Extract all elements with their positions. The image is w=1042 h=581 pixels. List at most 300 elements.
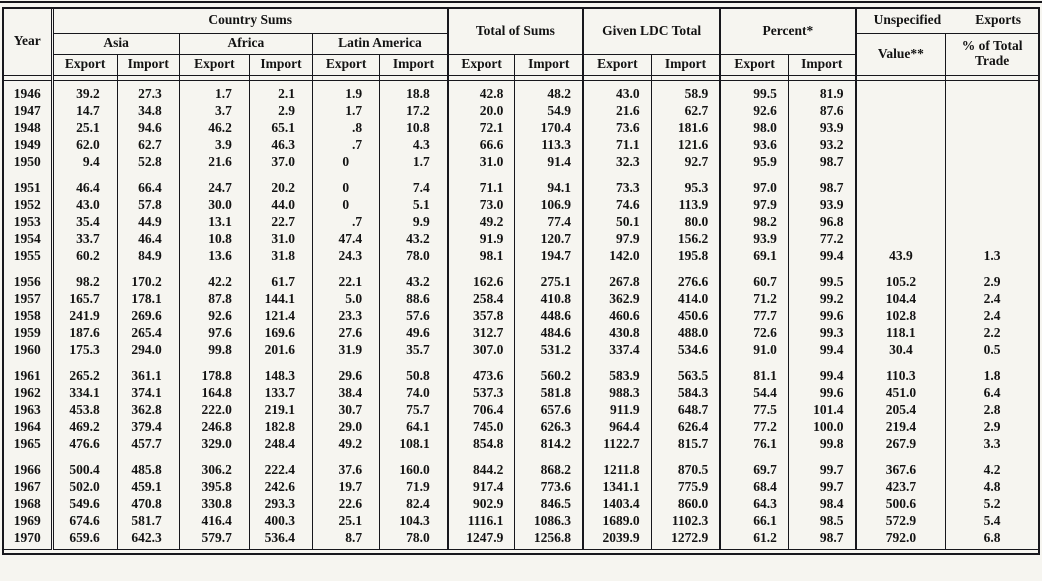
table-row bbox=[4, 119, 1038, 136]
table-cell: 77.7 bbox=[720, 307, 788, 324]
table-cell: 469.2 bbox=[52, 418, 117, 435]
year-cell: 1958 bbox=[4, 307, 52, 324]
table-cell: 5.1 bbox=[380, 196, 448, 213]
table-header bbox=[4, 9, 1038, 75]
table-cell: 25.1 bbox=[313, 512, 380, 529]
table-cell: 148.3 bbox=[249, 358, 312, 384]
table-cell: 18.8 bbox=[380, 80, 448, 102]
col-header-import: Import bbox=[788, 54, 855, 75]
table-cell bbox=[946, 170, 1038, 196]
table-cell: 66.4 bbox=[117, 170, 179, 196]
table-cell: 14.7 bbox=[52, 102, 117, 119]
table-cell: 306.2 bbox=[179, 452, 249, 478]
table-cell: 77.2 bbox=[788, 230, 855, 247]
table-cell: 563.5 bbox=[651, 358, 720, 384]
table-cell: 844.2 bbox=[448, 452, 515, 478]
table-cell: 96.8 bbox=[788, 213, 855, 230]
table-cell bbox=[946, 213, 1038, 230]
table-cell: 97.9 bbox=[583, 230, 651, 247]
year-cell: 1963 bbox=[4, 401, 52, 418]
table-cell: 22.6 bbox=[313, 495, 380, 512]
table-cell: 502.0 bbox=[52, 478, 117, 495]
table-cell: 39.2 bbox=[52, 80, 117, 102]
table-cell: 57.8 bbox=[117, 196, 179, 213]
year-cell: 1960 bbox=[4, 341, 52, 358]
table-cell: 1.8 bbox=[946, 358, 1038, 384]
table-cell: 917.4 bbox=[448, 478, 515, 495]
table-cell: 745.0 bbox=[448, 418, 515, 435]
table-cell: 222.4 bbox=[249, 452, 312, 478]
table-cell: 69.1 bbox=[720, 247, 788, 264]
table-cell: 98.4 bbox=[788, 495, 855, 512]
table-cell: 46.4 bbox=[117, 230, 179, 247]
table-cell: 66.1 bbox=[720, 512, 788, 529]
table-cell: 33.7 bbox=[52, 230, 117, 247]
table-row bbox=[4, 358, 1038, 384]
table-cell: 860.0 bbox=[651, 495, 720, 512]
table-cell: 72.6 bbox=[720, 324, 788, 341]
table-cell: 99.5 bbox=[788, 264, 855, 290]
table-cell: 267.8 bbox=[583, 264, 651, 290]
year-cell: 1966 bbox=[4, 452, 52, 478]
table-cell: 80.0 bbox=[651, 213, 720, 230]
table-cell: 50.8 bbox=[380, 358, 448, 384]
table-cell: 108.1 bbox=[380, 435, 448, 452]
year-cell: 1965 bbox=[4, 435, 52, 452]
table-cell: 4.2 bbox=[946, 452, 1038, 478]
table-cell: 276.6 bbox=[651, 264, 720, 290]
table-cell: 5.2 bbox=[946, 495, 1038, 512]
table-cell: 47.4 bbox=[313, 230, 380, 247]
year-cell: 1955 bbox=[4, 247, 52, 264]
year-cell: 1949 bbox=[4, 136, 52, 153]
table-cell: 142.0 bbox=[583, 247, 651, 264]
table-cell: 31.0 bbox=[249, 230, 312, 247]
table-cell: 9.9 bbox=[380, 213, 448, 230]
table-cell: 95.3 bbox=[651, 170, 720, 196]
table-cell: 674.6 bbox=[52, 512, 117, 529]
table-cell: 97.6 bbox=[179, 324, 249, 341]
table-cell: 99.3 bbox=[788, 324, 855, 341]
table-cell: 2.4 bbox=[946, 290, 1038, 307]
table-cell: 71.1 bbox=[448, 170, 515, 196]
col-group-percent: Percent* bbox=[720, 9, 855, 54]
table-cell: 448.6 bbox=[515, 307, 583, 324]
table-cell: 49.2 bbox=[448, 213, 515, 230]
table-cell: 99.4 bbox=[788, 358, 855, 384]
table-cell: 9.4 bbox=[52, 153, 117, 170]
table-cell: 21.6 bbox=[179, 153, 249, 170]
col-header-import: Import bbox=[651, 54, 720, 75]
table-cell: 488.0 bbox=[651, 324, 720, 341]
table-cell bbox=[856, 80, 946, 102]
table-cell: 71.9 bbox=[380, 478, 448, 495]
table-cell: 42.8 bbox=[448, 80, 515, 102]
year-cell: 1968 bbox=[4, 495, 52, 512]
table-cell: 584.3 bbox=[651, 384, 720, 401]
table-cell: 98.7 bbox=[788, 153, 855, 170]
table-cell: 110.3 bbox=[856, 358, 946, 384]
table-cell: 459.1 bbox=[117, 478, 179, 495]
table-cell: 476.6 bbox=[52, 435, 117, 452]
table-cell: 31.0 bbox=[448, 153, 515, 170]
table-cell: 61.2 bbox=[720, 529, 788, 550]
table-cell: 34.8 bbox=[117, 102, 179, 119]
table-cell: 181.6 bbox=[651, 119, 720, 136]
table-cell: 187.6 bbox=[52, 324, 117, 341]
table-row bbox=[4, 384, 1038, 401]
col-header-latin-america: Latin America bbox=[313, 33, 448, 54]
col-header-unspecified-value: Value** bbox=[856, 33, 946, 75]
table-cell: .7 bbox=[313, 136, 380, 153]
col-header-import: Import bbox=[249, 54, 312, 75]
table-cell: 537.3 bbox=[448, 384, 515, 401]
table-cell: 1122.7 bbox=[583, 435, 651, 452]
table-cell: 62.7 bbox=[117, 136, 179, 153]
table-cell: 6.4 bbox=[946, 384, 1038, 401]
table-cell: 133.7 bbox=[249, 384, 312, 401]
table-cell: 144.1 bbox=[249, 290, 312, 307]
table-cell: 58.9 bbox=[651, 80, 720, 102]
table-row bbox=[4, 341, 1038, 358]
table-cell: 265.4 bbox=[117, 324, 179, 341]
table-cell: 99.7 bbox=[788, 452, 855, 478]
table-cell: 62.7 bbox=[651, 102, 720, 119]
table-cell: 81.1 bbox=[720, 358, 788, 384]
table-cell: 13.1 bbox=[179, 213, 249, 230]
table-cell: 43.2 bbox=[380, 264, 448, 290]
table-cell: 98.1 bbox=[448, 247, 515, 264]
table-cell: 334.1 bbox=[52, 384, 117, 401]
table-cell: 531.2 bbox=[515, 341, 583, 358]
table-cell: 93.6 bbox=[720, 136, 788, 153]
table-cell: 775.9 bbox=[651, 478, 720, 495]
table-cell: 648.7 bbox=[651, 401, 720, 418]
table-cell: .8 bbox=[313, 119, 380, 136]
table-cell: 30.4 bbox=[856, 341, 946, 358]
table-cell: 78.0 bbox=[380, 529, 448, 550]
table-cell: 93.9 bbox=[788, 119, 855, 136]
year-cell: 1969 bbox=[4, 512, 52, 529]
table-cell: 626.3 bbox=[515, 418, 583, 435]
table-cell: 99.4 bbox=[788, 341, 855, 358]
table-cell: 7.4 bbox=[380, 170, 448, 196]
table-cell: 46.4 bbox=[52, 170, 117, 196]
table-cell: 77.5 bbox=[720, 401, 788, 418]
table-cell: 846.5 bbox=[515, 495, 583, 512]
table-row bbox=[4, 196, 1038, 213]
table-row bbox=[4, 170, 1038, 196]
table-cell: 13.6 bbox=[179, 247, 249, 264]
table-cell: 30.0 bbox=[179, 196, 249, 213]
table-body bbox=[4, 75, 1038, 549]
table-cell: 169.6 bbox=[249, 324, 312, 341]
table-cell: 581.8 bbox=[515, 384, 583, 401]
table-cell: 99.8 bbox=[788, 435, 855, 452]
table-cell bbox=[856, 136, 946, 153]
table-cell: 64.1 bbox=[380, 418, 448, 435]
table-cell: 2.8 bbox=[946, 401, 1038, 418]
table-cell: 868.2 bbox=[515, 452, 583, 478]
table-row bbox=[4, 247, 1038, 264]
table-cell: 49.6 bbox=[380, 324, 448, 341]
table-cell: 121.4 bbox=[249, 307, 312, 324]
table-cell: 178.1 bbox=[117, 290, 179, 307]
table-cell: 964.4 bbox=[583, 418, 651, 435]
table-cell: 101.4 bbox=[788, 401, 855, 418]
table-cell: 560.2 bbox=[515, 358, 583, 384]
table-cell: 102.8 bbox=[856, 307, 946, 324]
table-cell: 659.6 bbox=[52, 529, 117, 550]
table-cell: 414.0 bbox=[651, 290, 720, 307]
table-cell: 1272.9 bbox=[651, 529, 720, 550]
table-cell: 81.9 bbox=[788, 80, 855, 102]
table-cell: 43.0 bbox=[52, 196, 117, 213]
year-cell: 1954 bbox=[4, 230, 52, 247]
table-cell: 32.3 bbox=[583, 153, 651, 170]
table-cell: 44.9 bbox=[117, 213, 179, 230]
table-cell: 815.7 bbox=[651, 435, 720, 452]
table-cell: 195.8 bbox=[651, 247, 720, 264]
table-cell: 1116.1 bbox=[448, 512, 515, 529]
year-cell: 1953 bbox=[4, 213, 52, 230]
table-cell: 2.2 bbox=[946, 324, 1038, 341]
table-cell: 1256.8 bbox=[515, 529, 583, 550]
table-cell: 93.9 bbox=[720, 230, 788, 247]
table-cell: 19.7 bbox=[313, 478, 380, 495]
table-cell: 470.8 bbox=[117, 495, 179, 512]
table-cell: 572.9 bbox=[856, 512, 946, 529]
table-cell: 105.2 bbox=[856, 264, 946, 290]
table-row bbox=[4, 401, 1038, 418]
table-cell: 162.6 bbox=[448, 264, 515, 290]
table-cell: 246.8 bbox=[179, 418, 249, 435]
table-cell: 3.9 bbox=[179, 136, 249, 153]
table-cell: 95.9 bbox=[720, 153, 788, 170]
year-cell: 1961 bbox=[4, 358, 52, 384]
col-header-africa: Africa bbox=[179, 33, 312, 54]
table-cell: .7 bbox=[313, 213, 380, 230]
year-cell: 1959 bbox=[4, 324, 52, 341]
table-cell: 27.3 bbox=[117, 80, 179, 102]
table-row bbox=[4, 136, 1038, 153]
col-group-exports-label: Exports bbox=[975, 12, 1021, 28]
table-cell: 106.9 bbox=[515, 196, 583, 213]
header-row-groups bbox=[4, 9, 1038, 33]
table-cell: 164.8 bbox=[179, 384, 249, 401]
table-row bbox=[4, 435, 1038, 452]
year-cell: 1946 bbox=[4, 80, 52, 102]
table-cell: 5.4 bbox=[946, 512, 1038, 529]
table-cell: 104.4 bbox=[856, 290, 946, 307]
col-group-country-sums: Country Sums bbox=[52, 9, 448, 33]
table-cell: 30.7 bbox=[313, 401, 380, 418]
table-row bbox=[4, 80, 1038, 102]
table-cell: 2.9 bbox=[946, 264, 1038, 290]
table-cell: 170.4 bbox=[515, 119, 583, 136]
table-cell: 17.2 bbox=[380, 102, 448, 119]
col-header-export: Export bbox=[448, 54, 515, 75]
table-cell: 92.7 bbox=[651, 153, 720, 170]
table-cell: 98.2 bbox=[52, 264, 117, 290]
table-cell: 357.8 bbox=[448, 307, 515, 324]
table-cell: 165.7 bbox=[52, 290, 117, 307]
table-cell: 911.9 bbox=[583, 401, 651, 418]
table-cell: 248.4 bbox=[249, 435, 312, 452]
col-header-import: Import bbox=[515, 54, 583, 75]
table-frame bbox=[2, 7, 1040, 555]
table-cell: 113.3 bbox=[515, 136, 583, 153]
table-cell: 38.4 bbox=[313, 384, 380, 401]
table-cell: 113.9 bbox=[651, 196, 720, 213]
table-cell: 1086.3 bbox=[515, 512, 583, 529]
table-cell: 258.4 bbox=[448, 290, 515, 307]
table-cell: 773.6 bbox=[515, 478, 583, 495]
table-cell: 78.0 bbox=[380, 247, 448, 264]
table-cell: 71.1 bbox=[583, 136, 651, 153]
table-cell: 25.1 bbox=[52, 119, 117, 136]
table-cell: 43.9 bbox=[856, 247, 946, 264]
table-cell: 23.3 bbox=[313, 307, 380, 324]
table-cell: 71.2 bbox=[720, 290, 788, 307]
table-cell: 87.8 bbox=[179, 290, 249, 307]
table-cell: 104.3 bbox=[380, 512, 448, 529]
table-cell: 265.2 bbox=[52, 358, 117, 384]
table-cell: 118.1 bbox=[856, 324, 946, 341]
table-cell: 201.6 bbox=[249, 341, 312, 358]
table-cell: 46.3 bbox=[249, 136, 312, 153]
table-cell: 31.9 bbox=[313, 341, 380, 358]
table-cell: 6.8 bbox=[946, 529, 1038, 550]
table-cell: 367.6 bbox=[856, 452, 946, 478]
table-cell: 2.9 bbox=[946, 418, 1038, 435]
table-cell: 2039.9 bbox=[583, 529, 651, 550]
col-header-export: Export bbox=[313, 54, 380, 75]
table-cell: 57.6 bbox=[380, 307, 448, 324]
col-header-export: Export bbox=[52, 54, 117, 75]
col-header-year: Year bbox=[4, 9, 52, 75]
table-cell: 484.6 bbox=[515, 324, 583, 341]
table-cell: 98.7 bbox=[788, 170, 855, 196]
table-cell: 1.9 bbox=[313, 80, 380, 102]
table-cell bbox=[856, 153, 946, 170]
table-cell: 473.6 bbox=[448, 358, 515, 384]
table-cell bbox=[946, 230, 1038, 247]
table-cell: 100.0 bbox=[788, 418, 855, 435]
table-cell: 35.7 bbox=[380, 341, 448, 358]
table-cell: 1.7 bbox=[380, 153, 448, 170]
table-cell: 379.4 bbox=[117, 418, 179, 435]
table-cell: 205.4 bbox=[856, 401, 946, 418]
table-cell: 120.7 bbox=[515, 230, 583, 247]
year-cell: 1952 bbox=[4, 196, 52, 213]
table-row bbox=[4, 290, 1038, 307]
table-cell: 400.3 bbox=[249, 512, 312, 529]
year-cell: 1970 bbox=[4, 529, 52, 550]
table-cell: 69.7 bbox=[720, 452, 788, 478]
table-cell: 29.0 bbox=[313, 418, 380, 435]
table-cell: 97.9 bbox=[720, 196, 788, 213]
table-cell: 54.9 bbox=[515, 102, 583, 119]
table-cell: 460.6 bbox=[583, 307, 651, 324]
table-cell: 814.2 bbox=[515, 435, 583, 452]
table-cell: 94.6 bbox=[117, 119, 179, 136]
table-row bbox=[4, 452, 1038, 478]
table-cell: 54.4 bbox=[720, 384, 788, 401]
table-cell: 10.8 bbox=[179, 230, 249, 247]
top-rule bbox=[0, 1, 1042, 3]
table-row bbox=[4, 529, 1038, 550]
table-cell bbox=[856, 170, 946, 196]
table-cell: 0 bbox=[313, 153, 380, 170]
table-cell: 536.4 bbox=[249, 529, 312, 550]
year-cell: 1964 bbox=[4, 418, 52, 435]
table-cell: 93.9 bbox=[788, 196, 855, 213]
table-cell: 99.6 bbox=[788, 384, 855, 401]
table-cell: 362.9 bbox=[583, 290, 651, 307]
table-cell: 24.7 bbox=[179, 170, 249, 196]
table-cell: 269.6 bbox=[117, 307, 179, 324]
table-cell: 60.7 bbox=[720, 264, 788, 290]
table-cell: 307.0 bbox=[448, 341, 515, 358]
table-cell: 22.7 bbox=[249, 213, 312, 230]
table-cell: 242.6 bbox=[249, 478, 312, 495]
table-cell: 706.4 bbox=[448, 401, 515, 418]
table-cell: 43.0 bbox=[583, 80, 651, 102]
table-cell bbox=[946, 136, 1038, 153]
table-cell: 99.6 bbox=[788, 307, 855, 324]
col-group-total-of-sums: Total of Sums bbox=[448, 9, 583, 54]
table-cell: 312.7 bbox=[448, 324, 515, 341]
table-cell: 98.2 bbox=[720, 213, 788, 230]
col-group-unspecified-exports bbox=[856, 9, 1038, 33]
table-cell: 870.5 bbox=[651, 452, 720, 478]
table-cell: 73.3 bbox=[583, 170, 651, 196]
table-cell bbox=[946, 153, 1038, 170]
col-header-export: Export bbox=[179, 54, 249, 75]
table-cell: 61.7 bbox=[249, 264, 312, 290]
table-cell: 4.8 bbox=[946, 478, 1038, 495]
table-cell: 0 bbox=[313, 196, 380, 213]
year-cell: 1957 bbox=[4, 290, 52, 307]
table-cell: 374.1 bbox=[117, 384, 179, 401]
col-header-asia: Asia bbox=[52, 33, 179, 54]
year-cell: 1962 bbox=[4, 384, 52, 401]
table-cell: 84.9 bbox=[117, 247, 179, 264]
table-cell: 219.4 bbox=[856, 418, 946, 435]
table-row bbox=[4, 512, 1038, 529]
col-header-pct-of-total-trade: % of Total Trade bbox=[946, 33, 1038, 75]
table-cell: 77.4 bbox=[515, 213, 583, 230]
table-cell: 579.7 bbox=[179, 529, 249, 550]
table-cell: 74.6 bbox=[583, 196, 651, 213]
table-cell: 68.4 bbox=[720, 478, 788, 495]
table-cell: 902.9 bbox=[448, 495, 515, 512]
table-cell: 92.6 bbox=[720, 102, 788, 119]
table-cell: 99.7 bbox=[788, 478, 855, 495]
table-cell: 29.6 bbox=[313, 358, 380, 384]
table-cell: 854.8 bbox=[448, 435, 515, 452]
table-cell: 329.0 bbox=[179, 435, 249, 452]
table-cell: 657.6 bbox=[515, 401, 583, 418]
table-cell: 99.4 bbox=[788, 247, 855, 264]
table-cell: 219.1 bbox=[249, 401, 312, 418]
table-cell: 77.2 bbox=[720, 418, 788, 435]
table-cell: 97.0 bbox=[720, 170, 788, 196]
table-cell: 44.0 bbox=[249, 196, 312, 213]
table-row bbox=[4, 418, 1038, 435]
col-header-export: Export bbox=[583, 54, 651, 75]
